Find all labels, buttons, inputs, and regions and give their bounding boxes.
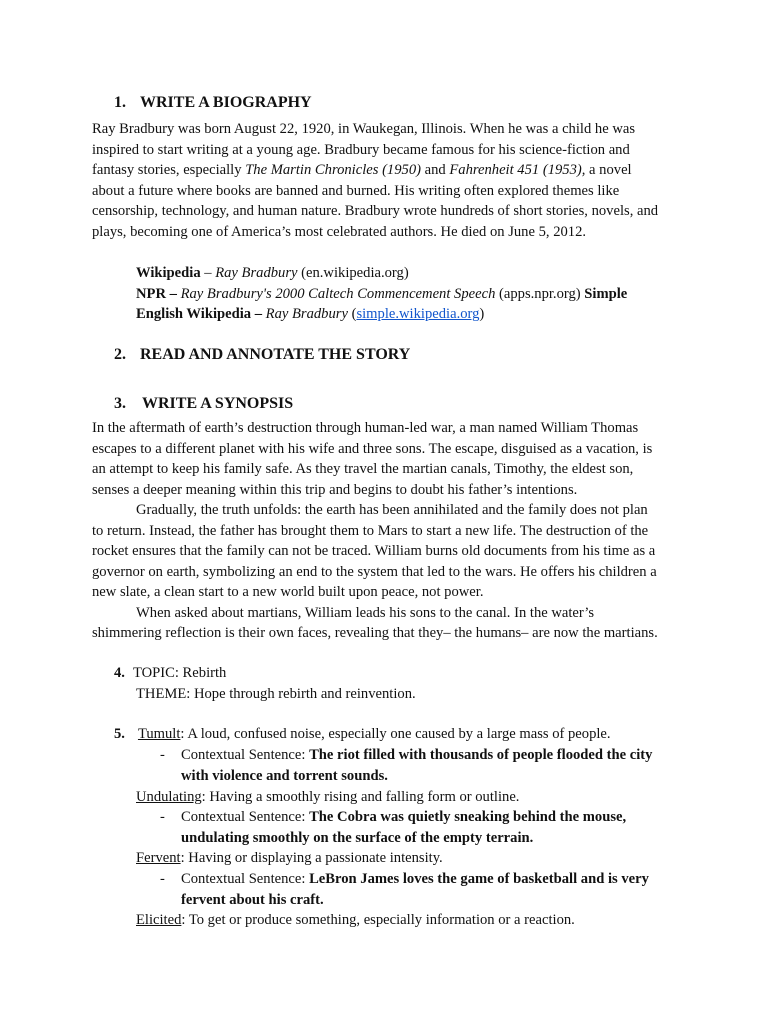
ref-title: Ray Bradbury [265, 306, 348, 322]
context-label: Contextual Sentence: [181, 809, 310, 825]
synopsis-line: to return. Instead, the father has brought them to Mars to start a new life. The destruction of the [92, 522, 649, 539]
vocab-term: Tumult [137, 726, 181, 742]
vocab-term-elicited [136, 910, 716, 931]
ref-sep: – [200, 265, 216, 281]
bio-text: fantasy stories, especially [92, 162, 246, 178]
context-line [181, 807, 680, 828]
synopsis-line: senses a deeper meaning within this trip and begins to doubt his father’s intentions. [92, 481, 578, 498]
section-4-number: 4. [114, 665, 125, 681]
ref-source: English Wikipedia – [136, 306, 266, 322]
context-body [160, 745, 680, 786]
section-4 [114, 663, 416, 704]
context-body [160, 807, 680, 848]
context-label: Contextual Sentence: [181, 871, 310, 887]
biography-paragraph [92, 119, 682, 242]
section-2-heading [114, 346, 410, 364]
reference-simple-wikipedia [136, 304, 676, 325]
synopsis-line: rocket ensures that the family can not be traced. William burns old documents from his time as a [92, 543, 656, 559]
ref-title: Ray Bradbury's 2000 Caltech Commencement Speech [180, 285, 496, 302]
context-sentence: undulating smoothly on the surface of the empty terrain. [181, 829, 534, 846]
ref-source: NPR – [136, 285, 181, 302]
context-line [181, 869, 680, 890]
context-sentence: The Cobra was quietly sneaking behind the mouse, [309, 809, 627, 825]
synopsis-line: an attempt to keep his family safe. As they travel the martian canals, Timothy, the eldest son, [92, 461, 634, 477]
section-1-title: WRITE A BIOGRAPHY [140, 94, 312, 111]
bullet-dash: - [160, 871, 165, 887]
vocab-term: Undulating [136, 789, 202, 805]
context-sentence: fervent about his craft. [181, 891, 324, 908]
ref-domain: (apps.npr.org) [495, 285, 585, 302]
context-body [160, 869, 680, 910]
references-list [136, 263, 676, 325]
vocab-term-undulating [136, 787, 716, 808]
section-5-number: 5. [114, 726, 125, 742]
synopsis-line: governor on earth, symbolizing an end to the system that led to the wars. He offers his children a [92, 563, 657, 580]
bio-line: inspired to start writing at a young age. Bradbury became famous for his science-fiction and [92, 141, 630, 158]
ref-paren: ) [479, 306, 485, 322]
reference-wikipedia [136, 263, 676, 284]
ref-source: Simple [584, 285, 628, 302]
vocab-term: Elicited [136, 912, 182, 928]
synopsis-line: Gradually, the truth unfolds: the earth has been annihilated and the family does not plan [136, 502, 648, 518]
book-title: Fahrenheit 451 (1953), [449, 162, 586, 178]
context-sentence-undulating [160, 807, 680, 848]
vocab-definition: : Having or displaying a passionate intensity. [180, 850, 443, 866]
synopsis-paragraph [92, 418, 682, 644]
vocab-term-fervent [136, 848, 716, 869]
topic-text: TOPIC: Rebirth [132, 665, 227, 681]
bio-line: about a future where books are banned and burned. His writing often explored themes like [92, 182, 620, 199]
bio-text: and [420, 162, 450, 178]
vocab-definition: : A loud, confused noise, especially one caused by a large mass of people. [180, 726, 611, 742]
bullet-dash: - [160, 809, 165, 825]
context-sentence-tumult [160, 745, 680, 786]
ref-source: Wikipedia [136, 265, 201, 281]
bio-line: censorship, technology, and human nature. Bradbury wrote hundreds of short stories, novels, and [92, 203, 659, 219]
theme-text: THEME: Hope through rebirth and reinvention. [136, 685, 416, 702]
book-title: The Martin Chronicles (1950) [245, 162, 421, 178]
reference-npr [136, 284, 676, 305]
context-sentence: with violence and torrent sounds. [181, 767, 388, 784]
context-sentence-fervent [160, 869, 680, 910]
vocab-term: Fervent [136, 850, 181, 866]
synopsis-line: new slate, a clean start to a new world built upon peace, not power. [92, 584, 484, 600]
context-sentence: LeBron James loves the game of basketball and is very [309, 871, 649, 887]
context-label: Contextual Sentence: [181, 747, 310, 763]
bullet-dash: - [160, 747, 165, 763]
synopsis-line: shimmering reflection is their own faces, revealing that they– the humans– are now the martians. [92, 625, 658, 641]
context-sentence: The riot filled with thousands of people flooded the city [309, 747, 653, 763]
ref-paren: ( [347, 306, 357, 322]
section-4-line [114, 663, 416, 684]
synopsis-line: When asked about martians, William leads his sons to the canal. In the water’s [136, 604, 595, 621]
bio-line: Ray Bradbury was born August 22, 1920, in Waukegan, Illinois. When he was a child he was [92, 121, 636, 137]
context-line [181, 745, 680, 766]
vocab-term-tumult [114, 724, 694, 745]
bio-text: a novel [585, 162, 632, 178]
synopsis-line: escapes to a different planet with his wife and three sons. The escape, disguised as a vacation, is [92, 440, 653, 457]
ref-title: Ray Bradbury [215, 265, 298, 281]
vocab-definition: : Having a smoothly rising and falling form or outline. [201, 789, 520, 805]
section-3-title: WRITE A SYNOPSIS [142, 395, 294, 412]
ref-domain: (en.wikipedia.org) [297, 265, 409, 281]
section-1-heading [114, 94, 312, 112]
section-3-heading [114, 395, 293, 413]
section-3-number: 3. [114, 395, 126, 412]
synopsis-line: In the aftermath of earth’s destruction through human-led war, a man named William Thomas [92, 420, 639, 436]
vocab-definition: : To get or produce something, especially information or a reaction. [181, 912, 575, 928]
bio-line [92, 160, 682, 181]
simple-wikipedia-link[interactable]: simple.wikipedia.org [356, 306, 480, 322]
section-2-number: 2. [114, 346, 126, 363]
section-2-title: READ AND ANNOTATE THE STORY [140, 346, 411, 363]
section-1-number: 1. [114, 94, 126, 111]
bio-line: plays, becoming one of America’s most celebrated authors. He died on June 5, 2012. [92, 223, 587, 240]
